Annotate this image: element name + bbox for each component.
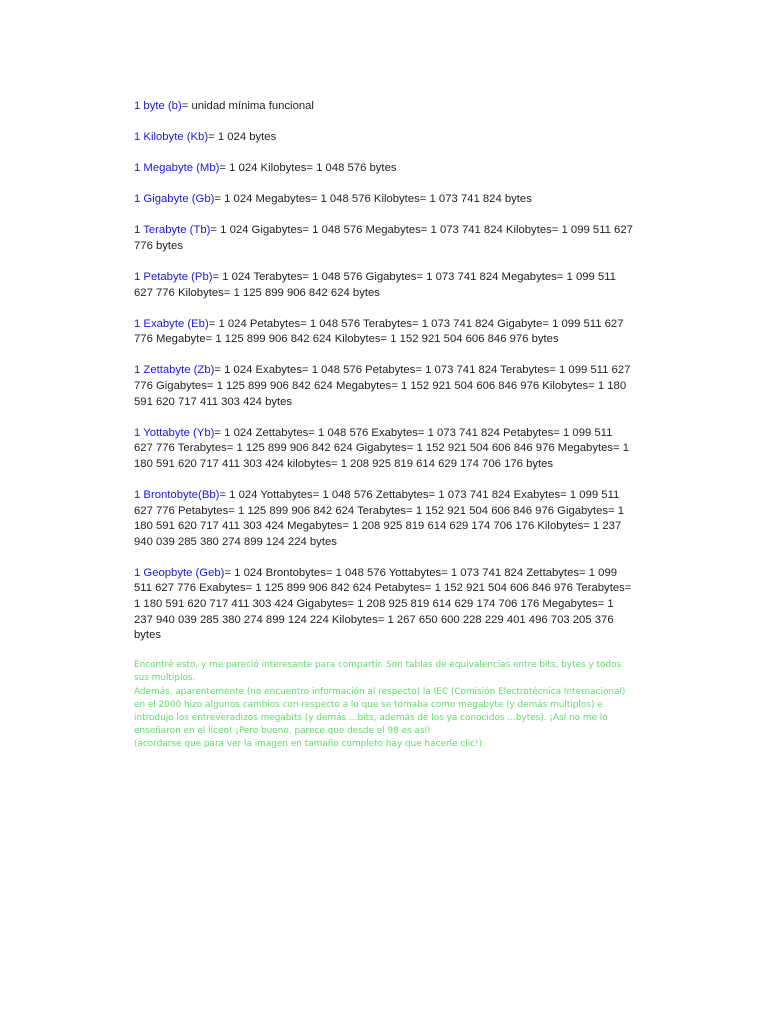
geopbyte-definition: = 1 024 Brontobytes= 1 048 576 Yottabytes= 1 073 741 824 Zettabytes= 1 099 511 627 776 Exabytes= 1 125 899 906 842 624 Petabytes= 1 152 921 504 606 846 976 Terabytes= 1 180 591 620 717 411 303 424 Gigabytes= 1 208 925 819 614 629 174 706 176 Megabytes= 1 237 940 039 285 380 274 899 124 224 Kilobytes= 1 267 650 600 228 229 401 496 703 205 376 bytes [134, 566, 632, 642]
zettabyte-entry [134, 363, 634, 410]
exabyte-entry [134, 317, 634, 348]
geopbyte-entry [134, 566, 634, 644]
exabyte-term: 1 Exabyte (Eb) [134, 317, 209, 330]
yottabyte-definition: = 1 024 Zettabytes= 1 048 576 Exabytes= 1 073 741 824 Petabytes= 1 099 511 627 776 Terabytes= 1 125 899 906 842 624 Gigabytes= 1 152 921 504 606 846 976 Megabytes= 1 180 591 620 717 411 303 424 kilobytes= 1 208 925 819 614 629 174 706 176 bytes [134, 426, 630, 470]
brontobyte-definition: = 1 024 Yottabytes= 1 048 576 Zettabytes= 1 073 741 824 Exabytes= 1 099 511 627 776 Petabytes= 1 125 899 906 842 624 Terabytes= 1 152 921 504 606 846 976 Gigabytes= 1 180 591 620 717 411 303 424 Megabytes= 1 208 925 819 614 629 174 706 176 Kilobytes= 1 237 940 039 285 380 274 899 124 224 bytes [134, 489, 625, 548]
kilobyte-definition: = 1 024 bytes [208, 131, 277, 144]
gigabyte-term: 1 Gigabyte (Gb) [134, 193, 215, 206]
byte-term: 1 byte (b) [134, 100, 182, 112]
byte-entry [134, 99, 634, 115]
brontobyte-term: 1 Brontobyte(Bb) [134, 489, 220, 501]
author-note [134, 659, 634, 751]
note-paragraph: Encontré esto, y me pareció interesante para compartir. Son tablas de equivalencias entre bits, bytes y todos sus múltiplos. [134, 660, 622, 684]
note-paragraph: (acordarse que para ver la imagen en tamaño completo hay que hacerle clic!) [134, 738, 483, 749]
zettabyte-term: 1 Zettabyte (Zb) [134, 364, 215, 377]
yottabyte-term: 1 Yottabyte (Yb) [134, 426, 215, 439]
document-page [134, 99, 634, 751]
byte-definition: = unidad mínima funcional [181, 100, 314, 112]
megabyte-definition: = 1 024 Kilobytes= 1 048 576 bytes [219, 162, 397, 175]
kilobyte-entry [134, 130, 634, 146]
geopbyte-term: 1 Geopbyte (Geb) [134, 566, 225, 579]
megabyte-term: 1 Megabyte (Mb) [134, 162, 220, 175]
petabyte-term: 1 Petabyte (Pb) [134, 271, 213, 284]
note-paragraph: Además, aparentemente (no encuentro información al respecto) la IEC (Comisión Electrotécnica Internacional) en el 2000 hizo algunos cambios con respecto a lo que se tomaba como megabyte (y demás múltiplos) e introdujo los entreveradizos megabits (y demás ...bits, además de los ya conocidos ...bytes). ¡Así no me lo enseñaron en el liceo! ¡Pero bueno, parece que desde el 98 es así! [134, 686, 626, 736]
terabyte-definition: = 1 024 Gigabytes= 1 048 576 Megabytes= 1 073 741 824 Kilobytes= 1 099 511 627 776 bytes [134, 224, 633, 252]
terabyte-term-number: 1 [134, 224, 144, 237]
terabyte-entry [134, 223, 634, 254]
petabyte-definition: = 1 024 Terabytes= 1 048 576 Gigabytes= 1 073 741 824 Megabytes= 1 099 511 627 776 Kilobytes= 1 125 899 906 842 624 bytes [134, 271, 616, 299]
megabyte-entry [134, 161, 634, 177]
gigabyte-definition: = 1 024 Megabytes= 1 048 576 Kilobytes= 1 073 741 824 bytes [214, 193, 532, 206]
exabyte-definition: = 1 024 Petabytes= 1 048 576 Terabytes= 1 073 741 824 Gigabyte= 1 099 511 627 776 Megabyte= 1 125 899 906 842 624 Kilobytes= 1 152 921 504 606 846 976 bytes [134, 317, 624, 346]
brontobyte-entry [134, 488, 634, 550]
gigabyte-entry [134, 192, 634, 208]
petabyte-entry [134, 270, 634, 301]
terabyte-term: Terabyte (Tb) [143, 224, 211, 237]
kilobyte-term: 1 Kilobyte (Kb) [134, 131, 209, 144]
yottabyte-entry [134, 426, 634, 473]
zettabyte-definition: = 1 024 Exabytes= 1 048 576 Petabytes= 1 073 741 824 Terabytes= 1 099 511 627 776 Gigabytes= 1 125 899 906 842 624 Megabytes= 1 152 921 504 606 846 976 Kilobytes= 1 180 591 620 717 411 303 424 bytes [134, 364, 631, 408]
